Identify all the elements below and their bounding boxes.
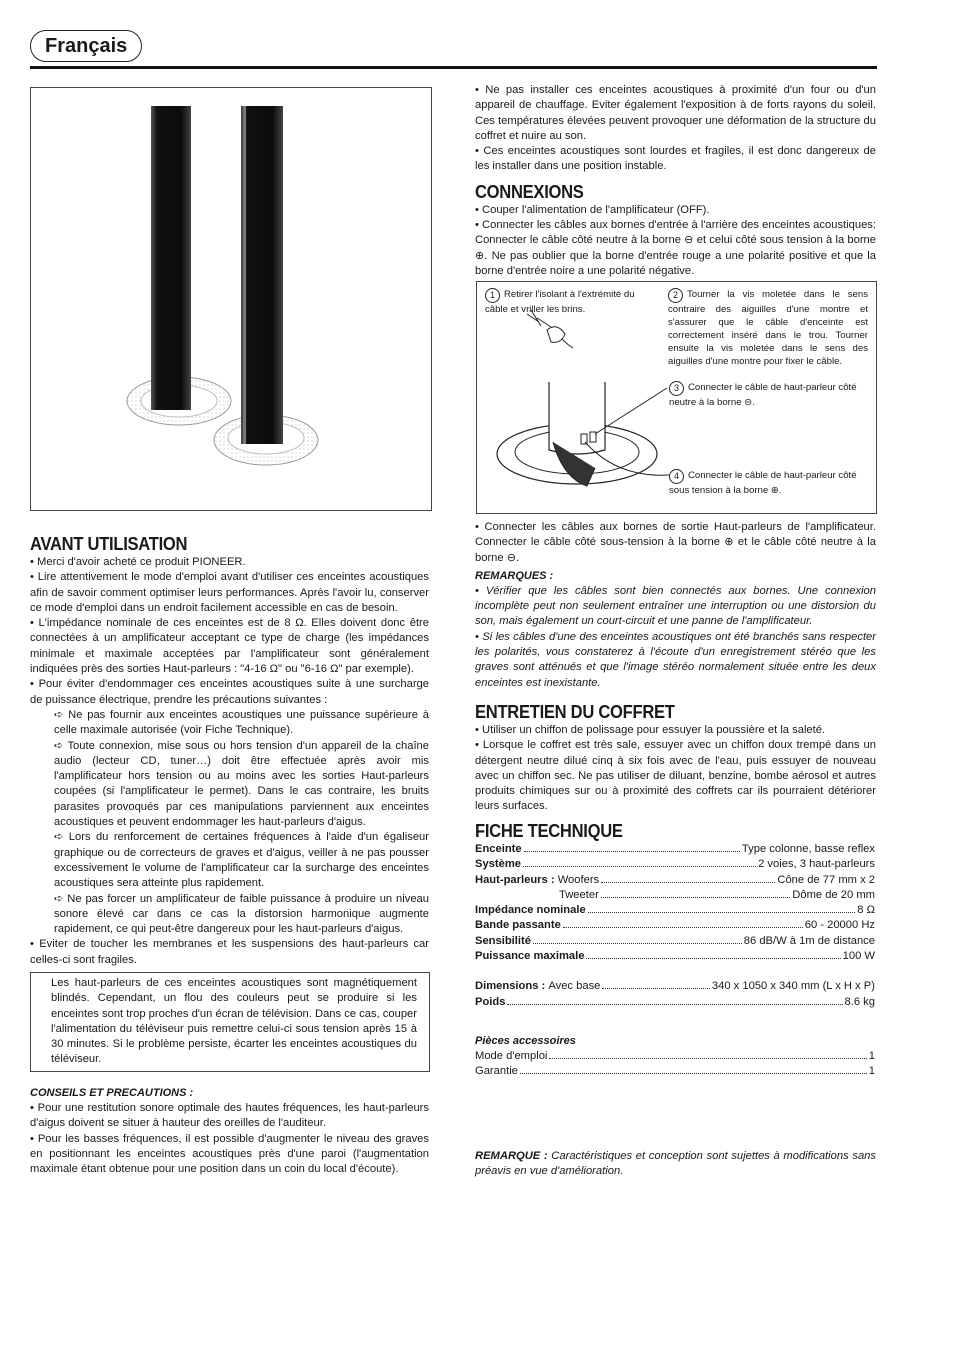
remarques-p2: • Si les câbles d'une des enceintes acoustiques ont été branchés sans respecter les polarités, vous constaterez à l'écoute d'un enregistrement stéréo que les graves sont atténués et que l'image stéréo normalement située entre les deux enceintes est inexistante. <box>475 630 876 689</box>
spec-enceinte: Enceinte Type colonne, basse reflex <box>475 843 875 855</box>
spec-dimensions: Dimensions : Avec base 340 x 1050 x 340 mm (L x H x P) <box>475 980 875 993</box>
shielding-note-text: Les haut-parleurs de ces enceintes acoustiques sont magnétiquement blindés. Cependant, un flou des couleurs peut se produire si les enceintes sont trop proches d'un écran de télévision. Dans ce cas, couper l'alimentation du téléviseur puis remettre celui-ci sous tension après 15 à 30 minutes. Si le problème persiste, écarter les enceintes acoustiques du téléviseur. <box>51 977 417 1066</box>
header-rule <box>30 66 877 69</box>
connection-figure <box>476 281 877 514</box>
after-figure-text: • Connecter les câbles aux bornes de sortie Haut-parleurs de l'amplificateur. Connecter le câble côté sous-tension à la borne ⊕ et le câble côté neutre à la borne ⊖. <box>475 521 876 564</box>
speakers-drawing <box>31 88 431 510</box>
spec-puissance: Puissance maximale 100 W <box>475 950 875 963</box>
right-intro <box>475 83 876 279</box>
spec-garantie: Garantie 1 <box>475 1065 875 1078</box>
spec-bande: Bande passante 60 - 20000 Hz <box>475 919 875 932</box>
right-lower <box>475 520 876 815</box>
avant-p3: • L'impédance nominale de ces enceintes est de 8 Ω. Elles doivent donc être connectées à un amplificateur acceptant ce type de charge (les impédances minimale et maximale acceptées par l'amplificateur sont généralement indiquées près des sorties Haut-parleurs : "4-16 Ω" ou "6-16 Ω" par exemple). <box>30 617 429 676</box>
final-remark-label: REMARQUE : <box>475 1150 548 1162</box>
speaker-illustration <box>30 87 432 511</box>
step-2-number: 2 <box>668 288 683 303</box>
avant-s2: ➪ Toute connexion, mise sous ou hors tension d'un appareil de la chaîne audio (lecteur CD, tuner…) doit être effectuée après avoir mis l'amplificateur hors tension ou au moins avec les sorties Haut-parleurs coupées (si l'amplificateur le permet). Dans le cas contraire, les bruits parasites provoqués par ces manipulations parviennent aux enceintes acoustiques et peuvent endommager les haut-parleurs d'aigus. <box>54 739 429 829</box>
step-1-text: Retirer l'isolant à l'extrémité du câble et vriller les brins. <box>485 289 635 315</box>
avant-title: AVANT UTILISATION <box>30 534 188 554</box>
spec-mode-emploi: Mode d'emploi 1 <box>475 1049 875 1062</box>
avant-s3: ➪ Lors du renforcement de certaines fréquences à l'aide d'un égaliseur graphique ou de correcteurs de graves et d'aigus, veiller à ne pas pousser excessivement le volume de l'amplificateur car la surcharge des enceintes acoustiques sera atteinte plus rapidement. <box>54 831 429 890</box>
entretien-title: ENTRETIEN DU COFFRET <box>475 701 675 722</box>
conseils-title: CONSEILS ET PRECAUTIONS : <box>30 1087 194 1099</box>
pieces-title: Pièces accessoires <box>475 1034 576 1047</box>
fiche-title: FICHE TECHNIQUE <box>475 821 623 841</box>
spec-poids: Poids 8.6 kg <box>475 995 875 1008</box>
avant-p5: • Eviter de toucher les membranes et les suspensions des haut-parleurs car celles-ci sont fragiles. <box>30 938 429 966</box>
step-2-text: Tourner la vis moletée dans le sens contraire des aiguilles d'une montre et s'assurer que le câble d'enceinte est correctement inséré dans le trou. Tourner ensuite la vis moletée dans le sens des aiguilles d'une montre pour fixer le câble. <box>668 289 868 367</box>
conseils-section <box>30 1086 429 1177</box>
step-1-number: 1 <box>485 288 500 303</box>
avant-s4: ➪ Ne pas forcer un amplificateur de faible puissance à produire un niveau sonore élevé car dans ce cas la distorsion harmonique augmente rapidement, ce qui peut-être dangereux pour les haut-parleurs d'aigus. <box>54 892 429 936</box>
step-3 <box>669 381 869 409</box>
language-tab: Français <box>30 30 142 62</box>
spec-systeme: Système 2 voies, 3 haut-parleurs <box>475 858 875 871</box>
spec-tweeter: Tweeter Dôme de 20 mm <box>559 888 875 901</box>
avant-p1: • Merci d'avoir acheté ce produit PIONEER. <box>30 556 246 568</box>
entretien-p2: • Lorsque le coffret est très sale, essuyer avec un chiffon doux trempé dans un détergent neutre dilué cinq à six fois avec de l'eau, puis essuyer de nouveau avec un chiffon sec. Ne pas utiliser de diluant, benzine, bombe aérosol et autres produits chimiques sur ou à proximité des coffrets car ils pourraient détériorer leurs surfaces. <box>475 739 876 813</box>
remarques-title: REMARQUES : <box>475 569 554 582</box>
spec-impedance: Impédance nominale 8 Ω <box>475 904 875 917</box>
conseils-p2: • Pour les basses fréquences, il est possible d'augmenter le niveau des graves en positionnant les enceintes acoustiques près d'une paroi (l'augmentation maximale étant obtenue pour une position dans un coin du local d'écoute). <box>30 1132 429 1176</box>
shielding-note-box <box>30 972 430 1072</box>
fiche-technique <box>475 820 875 1080</box>
step-4-text: Connecter le câble de haut-parleur côté sous tension à la borne ⊕. <box>669 470 857 496</box>
conseils-p1: • Pour une restitution sonore optimale des hautes fréquences, les haut-parleurs d'aigus doivent se situer à hauteur des oreilles de l'auditeur. <box>30 1102 429 1130</box>
connexions-p1: • Couper l'alimentation de l'amplificateur (OFF). <box>475 203 710 216</box>
spec-sensibilite: Sensibilité 86 dB/W à 1m de distance <box>475 934 875 947</box>
connexions-title: CONNEXIONS <box>475 181 584 202</box>
final-remark-text: Caractéristiques et conception sont sujettes à modifications sans préavis en vue d'amélioration. <box>475 1150 876 1178</box>
step-1 <box>485 288 651 316</box>
intro-p1: • Ne pas installer ces enceintes acoustiques à proximité d'un four ou d'un appareil de chauffage. Eviter également l'exposition à de forts rayons du soleil. Ces températures élevées peuvent provoquer une déformation de la structure du coffret et nuire au son. <box>475 84 876 142</box>
intro-p2: • Ces enceintes acoustiques sont lourdes et fragiles, il est donc dangereux de les installer dans une position instable. <box>475 145 876 173</box>
connexions-p2: • Connecter les câbles aux bornes d'entrée à l'arrière des enceintes acoustiques: Connecter le câble côté neutre à la borne ⊖ et celui côté sous tension à la borne ⊕. Ne pas oublier que la borne d'entrée rouge a une polarité positive et que la borne d'entrée noire a une polarité négative. <box>475 219 876 277</box>
remarques-p1: • Vérifier que les câbles sont bien connectés aux bornes. Une connexion incomplète peut non seulement entraîner une interruption ou une distorsion du son, mais également un court-circuit et une panne de l'amplificateur. <box>475 584 876 628</box>
avant-p4: • Pour éviter d'endommager ces enceintes acoustiques suite à une surcharge de puissance électrique, prendre les précautions suivantes : <box>30 678 429 706</box>
step-4 <box>669 469 869 497</box>
left-column <box>30 533 429 968</box>
step-3-number: 3 <box>669 381 684 396</box>
spec-woofers: Haut-parleurs : Woofers Cône de 77 mm x 2 <box>475 873 875 886</box>
step-3-text: Connecter le câble de haut-parleur côté neutre à la borne ⊖. <box>669 382 857 408</box>
step-2 <box>668 288 868 368</box>
entretien-p1: • Utiliser un chiffon de polissage pour essuyer la poussière et la saleté. <box>475 723 826 736</box>
avant-p2: • Lire attentivement le mode d'emploi avant d'utiliser ces enceintes acoustiques afin de savoir comment optimiser leurs performances. Après l'avoir lu, conserver ce mode d'emploi dans un endroit facilement accessible en cas de besoin. <box>30 571 429 614</box>
avant-s1: ➪ Ne pas fournir aux enceintes acoustiques une puissance supérieure à celle maximale autorisée (voir Fiche Technique). <box>54 708 429 737</box>
final-remark <box>475 1149 876 1180</box>
step-4-number: 4 <box>669 469 684 484</box>
